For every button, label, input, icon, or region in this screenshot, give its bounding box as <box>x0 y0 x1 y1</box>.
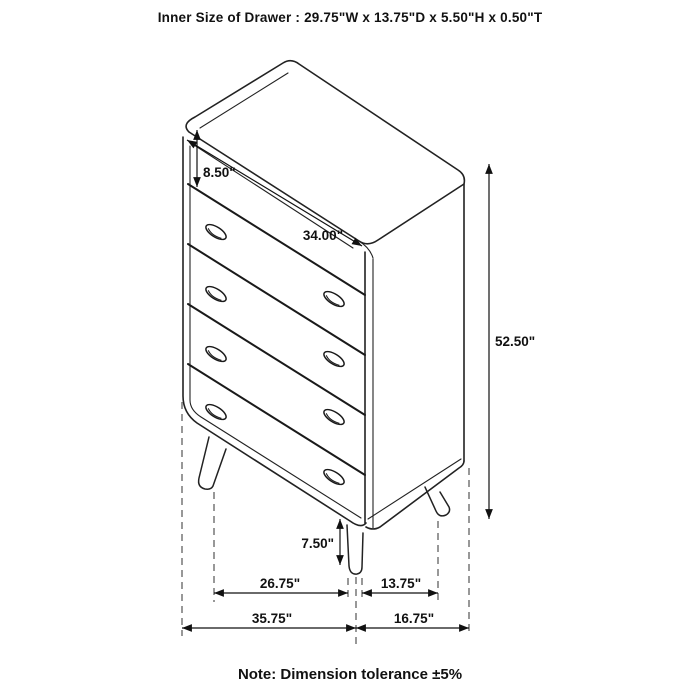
extension-lines <box>182 402 469 646</box>
side-bottom-edge-inner <box>368 459 461 519</box>
dim-label-side-leg-spacing: 13.75" <box>380 576 422 591</box>
drawer-handle <box>204 344 229 365</box>
top-left-bullnose-line <box>200 73 288 128</box>
drawer-handles <box>204 222 347 488</box>
dim-label-top-width: 34.00" <box>302 228 344 243</box>
drawer-inner-size-title: Inner Size of Drawer : 29.75"W x 13.75"D x 5.50"H x 0.50"T <box>157 10 543 25</box>
drawer-handle <box>322 289 347 310</box>
drawer-handle <box>204 222 229 243</box>
drawer-handle <box>322 407 347 428</box>
side-bottom-edge-outer <box>366 461 464 529</box>
front-left-leg <box>199 437 226 489</box>
drawer-handle <box>322 467 347 488</box>
dim-label-overall-depth: 16.75" <box>393 611 435 626</box>
dim-label-top-drawer-height: 8.50" <box>203 165 236 180</box>
dim-label-front-leg-spacing: 26.75" <box>259 576 301 591</box>
top-face-outline <box>186 61 464 244</box>
drawer-handle <box>322 349 347 370</box>
tolerance-note: Note: Dimension tolerance ±5% <box>237 666 463 683</box>
drawer-handle <box>204 402 229 423</box>
dim-label-overall-height: 52.50" <box>495 334 536 349</box>
dim-label-overall-width: 35.75" <box>251 611 293 626</box>
front-right-leg <box>347 525 363 574</box>
drawer-handle <box>204 284 229 305</box>
dimensions <box>182 130 535 628</box>
dim-label-leg-height: 7.50" <box>301 536 334 551</box>
front-left-edge-outer <box>183 137 366 526</box>
chest-legs <box>199 437 450 574</box>
